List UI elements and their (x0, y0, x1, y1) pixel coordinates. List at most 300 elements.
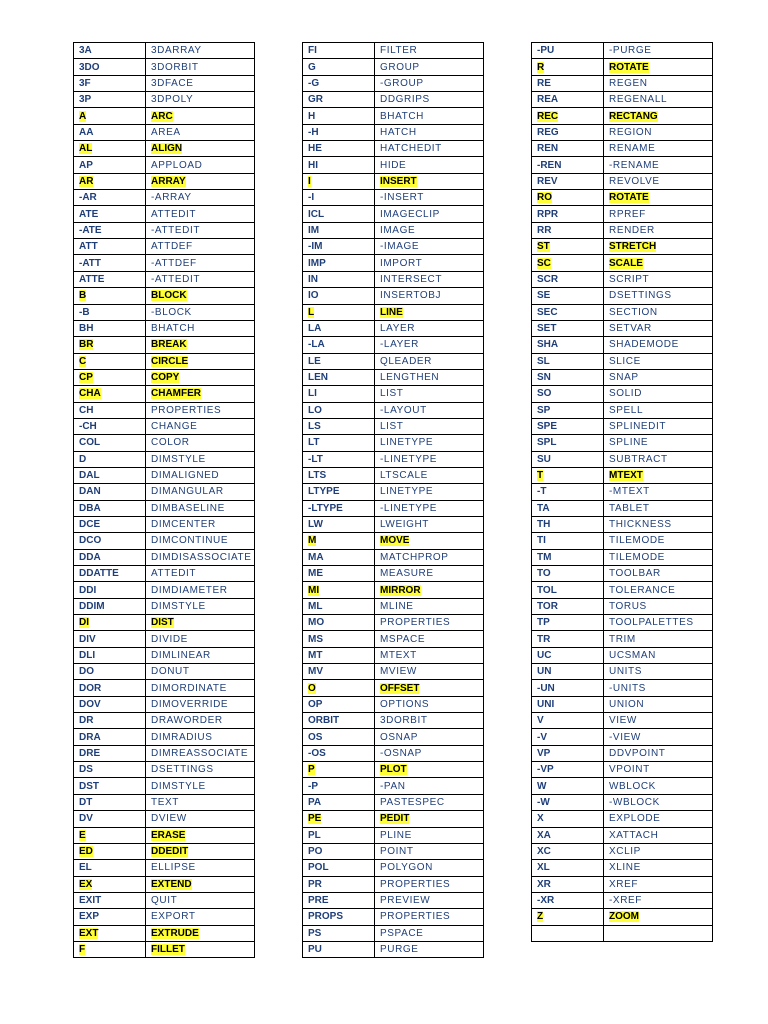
alias-cell (532, 925, 604, 941)
alias-text: GR (308, 94, 323, 106)
command-cell (146, 108, 255, 124)
shortcut-row (303, 713, 484, 729)
shortcut-row (303, 239, 484, 255)
alias-cell (303, 451, 375, 467)
command-cell (604, 533, 713, 549)
alias-cell (303, 680, 375, 696)
alias-text: IO (308, 290, 319, 302)
shortcut-row (74, 157, 255, 173)
shortcut-row (74, 762, 255, 778)
command-cell (604, 271, 713, 287)
command-text: DIMSTYLE (151, 453, 206, 465)
command-text: MTEXT (380, 649, 417, 661)
shortcut-row (303, 141, 484, 157)
command-text: GROUP (380, 61, 420, 73)
alias-text: REG (537, 126, 559, 138)
alias-text: REA (537, 94, 559, 106)
alias-text: -CH (79, 421, 97, 433)
shortcut-row (303, 811, 484, 827)
shortcut-row (74, 925, 255, 941)
alias-cell (74, 843, 146, 859)
alias-cell (74, 631, 146, 647)
alias-text: COL (79, 437, 101, 449)
alias-text: SC (537, 257, 551, 269)
alias-text: TI (537, 535, 546, 547)
command-cell (604, 729, 713, 745)
command-text: EXTEND (151, 878, 192, 890)
command-text: 3DFACE (151, 77, 194, 89)
alias-text: REC (537, 110, 559, 122)
command-cell (604, 239, 713, 255)
shortcut-row (74, 729, 255, 745)
shortcut-row (74, 271, 255, 287)
command-text: COLOR (151, 437, 190, 449)
command-cell (604, 190, 713, 206)
alias-cell (532, 418, 604, 434)
alias-cell (303, 418, 375, 434)
alias-text: ME (308, 568, 323, 580)
alias-text: ST (537, 241, 550, 253)
command-text: REGEN (609, 77, 648, 89)
alias-cell (532, 304, 604, 320)
alias-cell (532, 451, 604, 467)
shortcut-row (532, 108, 713, 124)
command-text: ARRAY (151, 175, 186, 187)
command-text: DIMDIAMETER (151, 584, 228, 596)
command-text: DSETTINGS (609, 290, 672, 302)
alias-text: DBA (79, 502, 101, 514)
alias-cell (74, 500, 146, 516)
command-text: MATCHPROP (380, 551, 449, 563)
alias-text: SP (537, 404, 551, 416)
alias-cell (532, 190, 604, 206)
alias-cell (74, 762, 146, 778)
command-text: STRETCH (609, 241, 657, 253)
command-cell (146, 762, 255, 778)
shortcut-row (303, 108, 484, 124)
command-cell (604, 386, 713, 402)
command-text: DIMCONTINUE (151, 535, 229, 547)
alias-cell (532, 664, 604, 680)
alias-text: LW (308, 519, 323, 531)
alias-cell (303, 369, 375, 385)
alias-text: SPL (537, 437, 557, 449)
shortcut-row (74, 860, 255, 876)
command-text: MSPACE (380, 633, 426, 645)
alias-text: BR (79, 339, 94, 351)
command-text: SECTION (609, 306, 658, 318)
alias-cell (303, 337, 375, 353)
command-text: OSNAP (380, 731, 419, 743)
alias-text: AP (79, 159, 93, 171)
alias-text: DO (79, 666, 94, 678)
command-cell (146, 173, 255, 189)
alias-cell (74, 92, 146, 108)
alias-cell (74, 451, 146, 467)
alias-cell (303, 729, 375, 745)
alias-cell (74, 566, 146, 582)
command-text: SNAP (609, 372, 639, 384)
alias-cell (303, 304, 375, 320)
alias-cell (74, 467, 146, 483)
alias-text: -PU (537, 45, 555, 57)
alias-text: 3DO (79, 61, 100, 73)
alias-cell (74, 157, 146, 173)
command-cell (604, 713, 713, 729)
shortcut-row (532, 680, 713, 696)
command-text: DONUT (151, 666, 190, 678)
command-text: PROPERTIES (380, 911, 451, 923)
alias-text: VP (537, 747, 551, 759)
alias-text: I (308, 175, 311, 187)
alias-cell (532, 860, 604, 876)
command-cell (146, 598, 255, 614)
alias-text: LE (308, 355, 321, 367)
alias-cell (74, 124, 146, 140)
command-cell (604, 516, 713, 532)
alias-cell (74, 222, 146, 238)
command-text: HIDE (380, 159, 407, 171)
alias-cell (74, 549, 146, 565)
command-cell (375, 876, 484, 892)
command-text: EXTRUDE (151, 927, 199, 939)
command-cell (375, 827, 484, 843)
command-cell (604, 369, 713, 385)
command-cell (375, 124, 484, 140)
command-cell (604, 304, 713, 320)
shortcut-row (74, 909, 255, 925)
alias-text: DAN (79, 486, 101, 498)
shortcut-row (303, 925, 484, 941)
alias-cell (532, 108, 604, 124)
shortcut-row (532, 255, 713, 271)
shortcut-table-column-2 (302, 42, 484, 958)
command-text: DIMANGULAR (151, 486, 224, 498)
shortcut-row (74, 794, 255, 810)
alias-text: XR (537, 878, 551, 890)
shortcut-row (532, 909, 713, 925)
alias-cell (74, 860, 146, 876)
command-cell (604, 892, 713, 908)
alias-cell (74, 353, 146, 369)
alias-text: DRA (79, 731, 101, 743)
alias-cell (303, 778, 375, 794)
command-cell (604, 206, 713, 222)
shortcut-row (532, 598, 713, 614)
shortcut-row (532, 206, 713, 222)
alias-text: IMP (308, 257, 326, 269)
alias-cell (532, 516, 604, 532)
alias-cell (303, 516, 375, 532)
command-cell (604, 75, 713, 91)
shortcut-row (532, 92, 713, 108)
alias-cell (303, 647, 375, 663)
alias-cell (303, 271, 375, 287)
command-cell (375, 484, 484, 500)
command-cell (375, 892, 484, 908)
command-text: PLINE (380, 829, 412, 841)
command-cell (146, 435, 255, 451)
command-cell (375, 598, 484, 614)
command-cell (604, 484, 713, 500)
alias-cell (532, 566, 604, 582)
alias-cell (303, 696, 375, 712)
command-text: ZOOM (609, 911, 639, 923)
command-cell (375, 533, 484, 549)
shortcut-row (303, 304, 484, 320)
alias-cell (532, 909, 604, 925)
alias-text: DCO (79, 535, 102, 547)
alias-cell (74, 745, 146, 761)
command-text: BHATCH (151, 323, 195, 335)
shortcut-row (532, 222, 713, 238)
alias-cell (303, 892, 375, 908)
command-text: ATTEDIT (151, 208, 197, 220)
command-cell (146, 304, 255, 320)
alias-cell (303, 713, 375, 729)
shortcut-row (303, 353, 484, 369)
alias-cell (532, 43, 604, 59)
alias-cell (532, 582, 604, 598)
command-cell (146, 827, 255, 843)
command-text: XATTACH (609, 829, 659, 841)
command-text: BLOCK (151, 290, 187, 302)
command-cell (146, 255, 255, 271)
command-text: MOVE (380, 535, 410, 547)
alias-cell (532, 255, 604, 271)
alias-text: -W (537, 796, 550, 808)
command-cell (146, 320, 255, 336)
shortcut-row (74, 598, 255, 614)
command-text: XLINE (609, 862, 641, 874)
command-text: TILEMODE (609, 551, 665, 563)
alias-cell (303, 353, 375, 369)
alias-text: SEC (537, 306, 558, 318)
command-cell (604, 680, 713, 696)
command-text: INTERSECT (380, 273, 443, 285)
alias-text: B (79, 290, 87, 302)
alias-text: LO (308, 404, 322, 416)
shortcut-row (74, 500, 255, 516)
command-text: -LINETYPE (380, 453, 438, 465)
alias-text: -V (537, 731, 547, 743)
shortcut-row (532, 141, 713, 157)
command-cell (604, 615, 713, 631)
alias-text: SET (537, 323, 557, 335)
alias-text: ED (79, 846, 93, 858)
command-cell (146, 500, 255, 516)
shortcut-row (303, 386, 484, 402)
command-text: REGION (609, 126, 653, 138)
shortcut-row (74, 59, 255, 75)
shortcut-row (532, 369, 713, 385)
shortcut-row (74, 418, 255, 434)
alias-cell (303, 435, 375, 451)
command-cell (604, 664, 713, 680)
command-text: 3DORBIT (380, 715, 428, 727)
command-text: DIST (151, 617, 174, 629)
shortcut-row (74, 647, 255, 663)
command-text: LTSCALE (380, 470, 428, 482)
command-cell (375, 386, 484, 402)
command-cell (375, 467, 484, 483)
shortcut-row (303, 516, 484, 532)
command-text: FILLET (151, 944, 185, 956)
alias-cell (74, 794, 146, 810)
alias-cell (303, 549, 375, 565)
command-text: EXPORT (151, 911, 196, 923)
shortcut-row (303, 860, 484, 876)
command-text: QUIT (151, 895, 178, 907)
alias-cell (532, 892, 604, 908)
command-cell (146, 516, 255, 532)
command-text: UNITS (609, 666, 642, 678)
alias-text: LI (308, 388, 317, 400)
shortcut-row (74, 402, 255, 418)
alias-cell (532, 435, 604, 451)
shortcut-row (532, 860, 713, 876)
command-text: -LINETYPE (380, 502, 438, 514)
shortcut-row (532, 549, 713, 565)
alias-cell (532, 369, 604, 385)
shortcut-row (303, 827, 484, 843)
shortcut-row (303, 892, 484, 908)
alias-text: M (308, 535, 317, 547)
shortcut-row (303, 566, 484, 582)
command-text: SCALE (609, 257, 643, 269)
shortcut-row (74, 304, 255, 320)
alias-cell (74, 925, 146, 941)
alias-cell (532, 386, 604, 402)
alias-cell (303, 190, 375, 206)
command-cell (375, 435, 484, 451)
command-text: LENGTHEN (380, 372, 440, 384)
shortcut-row (303, 533, 484, 549)
alias-cell (303, 909, 375, 925)
alias-cell (74, 729, 146, 745)
shortcut-row (74, 566, 255, 582)
command-text: MEASURE (380, 568, 434, 580)
command-cell (146, 925, 255, 941)
command-cell (604, 337, 713, 353)
alias-text: G (308, 61, 316, 73)
shortcut-row (74, 435, 255, 451)
shortcut-row (74, 827, 255, 843)
alias-text: RPR (537, 208, 559, 220)
alias-text: MT (308, 649, 323, 661)
shortcut-row (74, 876, 255, 892)
command-text: VIEW (609, 715, 637, 727)
alias-text: MI (308, 584, 320, 596)
shortcut-row (532, 925, 713, 941)
command-text: -XREF (609, 895, 642, 907)
alias-cell (74, 288, 146, 304)
alias-cell (532, 876, 604, 892)
command-cell (375, 337, 484, 353)
alias-cell (532, 484, 604, 500)
alias-text: SPE (537, 421, 558, 433)
shortcut-row (74, 206, 255, 222)
shortcut-row (303, 549, 484, 565)
command-cell (146, 615, 255, 631)
alias-cell (303, 320, 375, 336)
shortcut-row (303, 778, 484, 794)
alias-text: ML (308, 600, 323, 612)
command-cell (604, 320, 713, 336)
command-text: 3DORBIT (151, 61, 199, 73)
shortcut-row (303, 729, 484, 745)
command-cell (375, 157, 484, 173)
command-cell (375, 631, 484, 647)
shortcut-row (532, 124, 713, 140)
command-cell (604, 59, 713, 75)
command-text: MIRROR (380, 584, 421, 596)
alias-text: T (537, 470, 544, 482)
command-cell (375, 239, 484, 255)
alias-text: W (537, 780, 547, 792)
alias-cell (303, 941, 375, 957)
shortcut-row (303, 598, 484, 614)
alias-text: DDA (79, 551, 101, 563)
alias-text: DT (79, 796, 93, 808)
shortcut-row (74, 664, 255, 680)
command-text: -WBLOCK (609, 796, 660, 808)
command-cell (146, 680, 255, 696)
command-cell (375, 255, 484, 271)
alias-text: PROPS (308, 911, 344, 923)
shortcut-row (74, 484, 255, 500)
command-cell (604, 500, 713, 516)
shortcut-row (303, 59, 484, 75)
alias-cell (532, 598, 604, 614)
command-cell (375, 843, 484, 859)
command-cell (604, 925, 713, 941)
command-text: SPLINEDIT (609, 421, 667, 433)
command-text: UCSMAN (609, 649, 656, 661)
alias-text: Z (537, 911, 544, 923)
alias-cell (74, 582, 146, 598)
alias-text: PO (308, 846, 323, 858)
command-text: REGENALL (609, 94, 668, 106)
alias-text: -OS (308, 747, 326, 759)
command-text: -LAYER (380, 339, 419, 351)
command-text: INSERTOBJ (380, 290, 442, 302)
command-cell (375, 190, 484, 206)
shortcut-row (532, 402, 713, 418)
shortcut-row (532, 467, 713, 483)
alias-text: HE (308, 143, 322, 155)
command-text: -PAN (380, 780, 406, 792)
shortcut-row (532, 745, 713, 761)
command-cell (146, 337, 255, 353)
alias-text: -LT (308, 453, 323, 465)
alias-text: SE (537, 290, 551, 302)
command-cell (604, 696, 713, 712)
alias-cell (74, 647, 146, 663)
alias-text: UC (537, 649, 552, 661)
command-text: SETVAR (609, 323, 652, 335)
alias-cell (532, 75, 604, 91)
command-cell (146, 141, 255, 157)
alias-text: P (308, 764, 315, 776)
shortcut-row (74, 239, 255, 255)
command-cell (375, 615, 484, 631)
alias-cell (74, 827, 146, 843)
alias-text: SU (537, 453, 551, 465)
alias-text: IM (308, 224, 320, 236)
command-cell (375, 566, 484, 582)
alias-cell (74, 435, 146, 451)
